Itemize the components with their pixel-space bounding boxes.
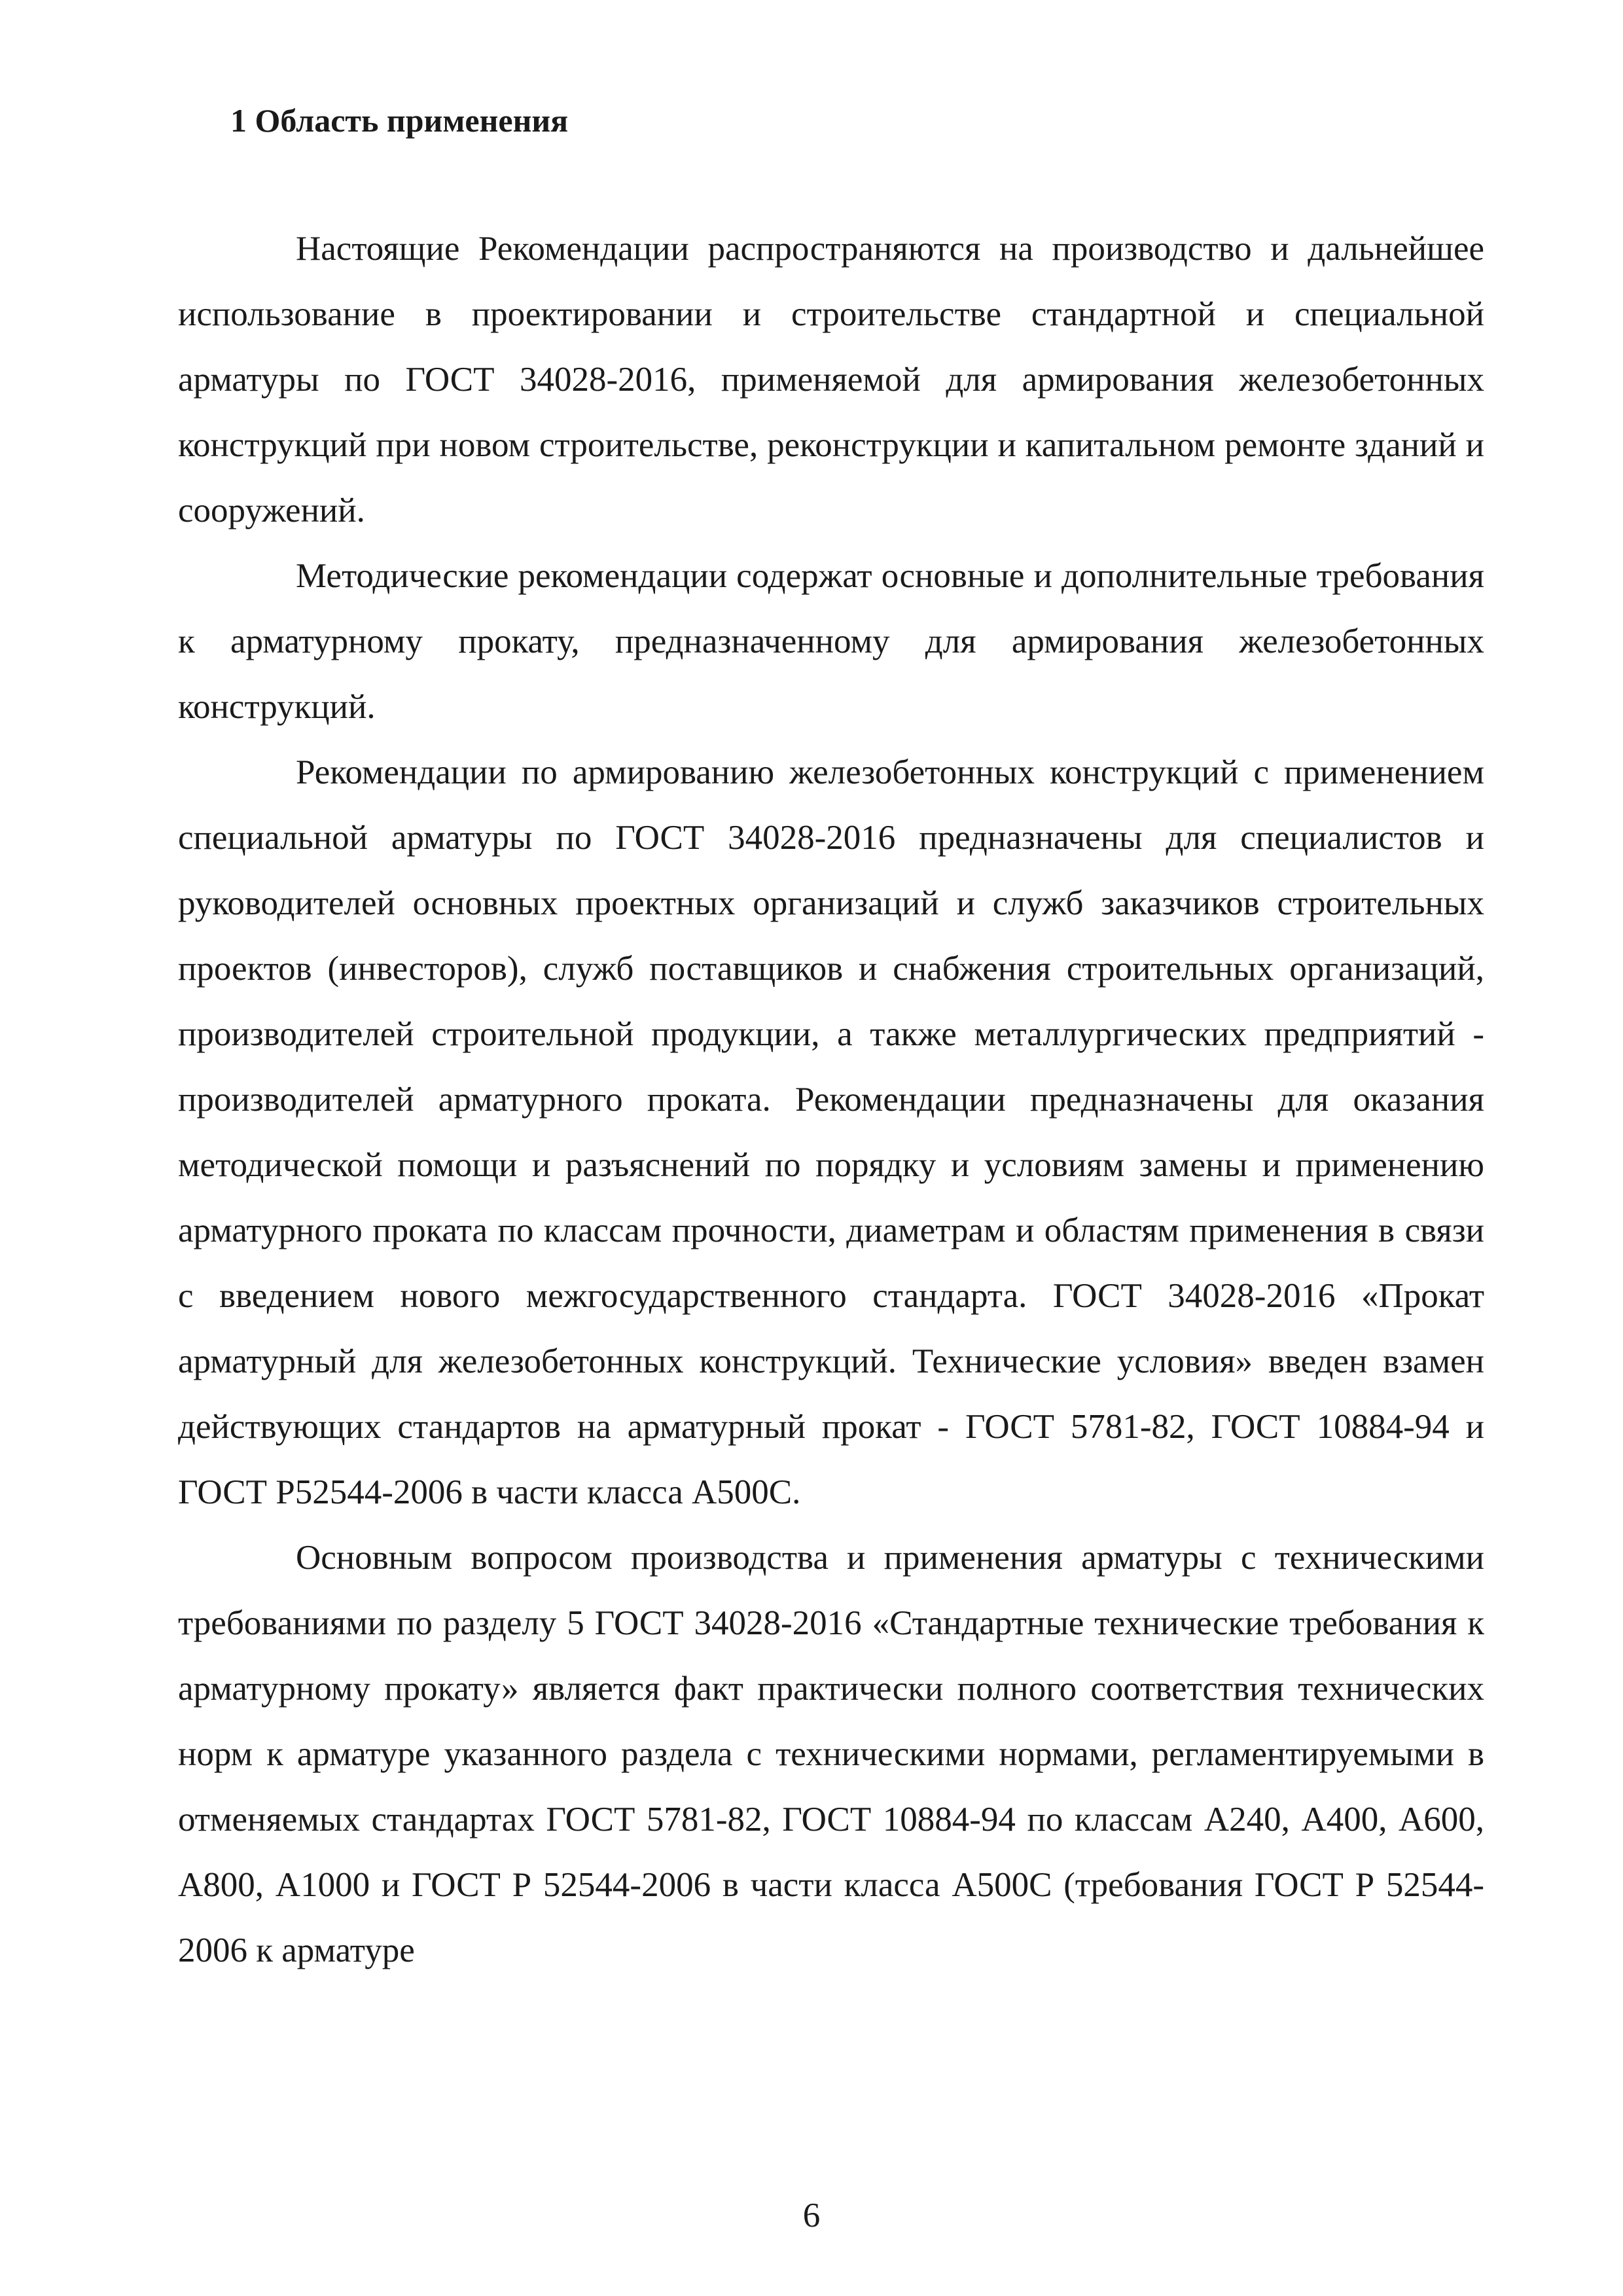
section-heading: 1 Область применения (230, 102, 569, 139)
paragraph-requirements: Методические рекомендации содержат основные и дополнительные требования к арматурному прокату, предназначенному для армирования железобетонных конструкций. (178, 557, 1484, 726)
body-text (178, 216, 1484, 1983)
paragraph-audience: Рекомендации по армированию железобетонных конструкций с применением специальной арматуры по ГОСТ 34028-2016 предназначены для специалистов и руководителей основных проектных организаций и служб заказчиков строительных проектов (инвесторов), служб поставщиков и снабжения строительных организаций, производителей строительной продукции, а также металлургических предприятий - производителей арматурного проката. Рекомендации предназначены для оказания методической помощи и разъяснений по порядку и условиям замены и применению арматурного проката по классам прочности, диаметрам и областям применения в связи с введением нового межгосударственного стандарта. ГОСТ 34028-2016 «Прокат арматурный для железобетонных конструкций. Технические условия» введен взамен действующих стандартов на арматурный прокат - ГОСТ 5781-82, ГОСТ 10884-94 и ГОСТ Р52544-2006 в части класса А500С. (178, 753, 1484, 1511)
paragraph-standards: Основным вопросом производства и применения арматуры с техническими требованиями по разделу 5 ГОСТ 34028-2016 «Стандартные технические требования к арматурному прокату» является факт практически полного соответствия технических норм к арматуре указанного раздела с техническими нормами, регламентируемыми в отменяемых стандартах ГОСТ 5781-82, ГОСТ 10884-94 по классам А240, А400, А600, А800, А1000 и ГОСТ Р 52544-2006 в части класса А500С (требования ГОСТ Р 52544-2006 к арматуре (178, 1539, 1484, 1969)
paragraph-scope: Настоящие Рекомендации распространяются на производство и дальнейшее использование в проектировании и строительстве стандартной и специальной арматуры по ГОСТ 34028-2016, применяемой для армирования железобетонных конструкций при новом строительстве, реконструкции и капитальном ремонте зданий и сооружений. (178, 230, 1484, 529)
page-number: 6 (802, 2197, 821, 2234)
